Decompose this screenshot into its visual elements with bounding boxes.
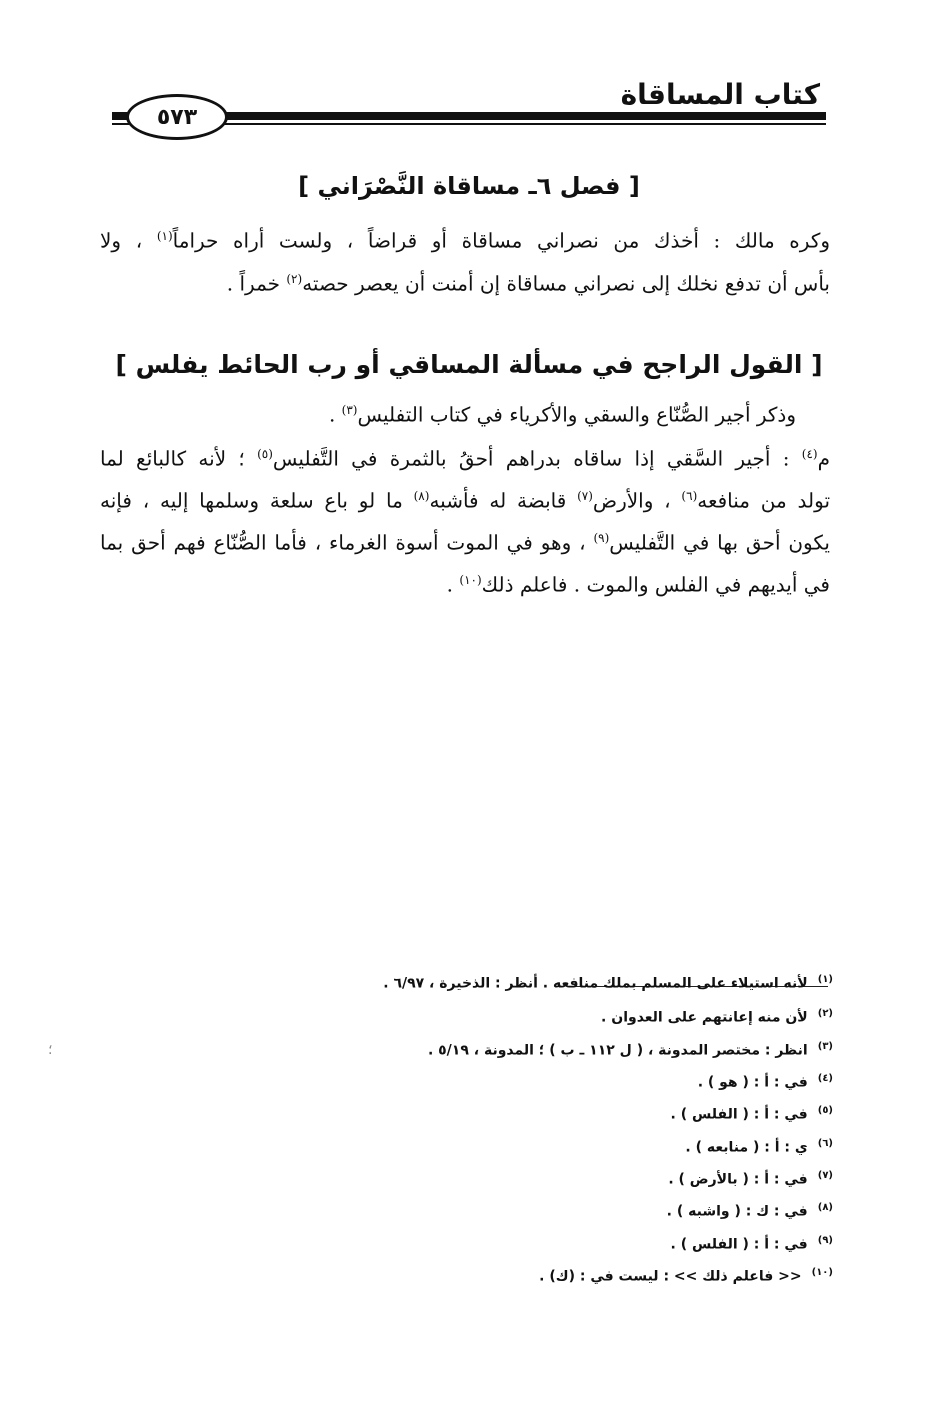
body-text: ، والأرض <box>592 488 671 513</box>
body-text: قابضة له فأشبه <box>429 488 567 513</box>
running-title: كتاب المساقاة <box>620 78 820 111</box>
footnote-text: ي : أ : ( منابعه ) . <box>685 1139 808 1156</box>
body-line <box>447 566 830 599</box>
body-text: يكون أحق بها في التَّفليس <box>609 530 830 555</box>
margin-mark: ؛ <box>48 1042 53 1058</box>
body-text: ، وهو في الموت أسوة الغرماء ، فأما الصُّنّاع فهم أحق بما <box>100 530 586 555</box>
footnote-number: (٤) <box>817 1073 833 1084</box>
footnote <box>668 1166 833 1190</box>
footnote-text: في : أ : ( بالأرض ) . <box>668 1171 808 1188</box>
footnote-number: (٨) <box>817 1202 833 1213</box>
section-heading-1: [ فصل ٦ـ مساقاة النَّصْرَاني ] <box>298 172 640 200</box>
footnote-ref[interactable]: (٢) <box>286 272 303 286</box>
body-line <box>100 440 830 473</box>
footnote-number: (١) <box>817 974 833 985</box>
body-line <box>100 482 830 515</box>
footnote-number: (٧) <box>817 1170 833 1181</box>
body-text: خمراً . <box>226 271 280 296</box>
footnote-ref[interactable]: (١) <box>156 229 173 243</box>
body-text: . <box>328 402 336 427</box>
body-line <box>227 265 830 298</box>
footnote-ref[interactable]: (٩) <box>593 531 610 545</box>
footnote <box>383 970 833 994</box>
body-text: ما لو باع سلعة وسلمها إليه ، فإنه <box>100 488 403 513</box>
footnote-ref[interactable]: (٤) <box>801 447 818 461</box>
footnote-text: << فاعلم ذلك >> : ليست في : (ك) . <box>539 1268 802 1285</box>
footnote <box>539 1263 833 1287</box>
footnote <box>667 1198 833 1222</box>
footnote-number: (٩) <box>817 1235 833 1246</box>
section-heading-2: [ القول الراجح في مسألة المساقي أو رب الحائط يفلس ] <box>115 350 823 379</box>
footnote <box>428 1037 833 1061</box>
footnote-text: في : أ : ( الفلس ) . <box>670 1236 808 1253</box>
footnote-ref[interactable]: (٥) <box>257 447 273 461</box>
footnote-text: لأن منه إعانتهم على العدوان . <box>601 1009 808 1026</box>
footnote-number: (٦) <box>817 1138 833 1149</box>
body-text: ، ولا <box>100 228 143 253</box>
footnote-ref[interactable]: (٧) <box>577 489 593 503</box>
footnote-number: (١٠) <box>811 1267 833 1278</box>
footnote-text: لأنه استيلاء على المسلم بملك منافعه . أنظر : الذخيرة ، ٦/٩٧ . <box>383 975 808 992</box>
body-line <box>100 222 830 255</box>
footnote-ref[interactable]: (١٠) <box>459 573 482 587</box>
body-text: ؛ لأنه كالبائع لما <box>100 446 245 471</box>
footnote-text: في : ك : ( واشبه ) . <box>666 1203 808 1220</box>
footnote <box>601 1004 833 1028</box>
footnote-text: في : أ : ( الفلس ) . <box>670 1106 808 1123</box>
body-text: م <box>817 446 830 471</box>
footnote-number: (٢) <box>817 1008 833 1019</box>
footnote <box>671 1231 833 1255</box>
body-text: وذكر أجير الصُّنّاع والسقي والأكرياء في كتاب التفليس <box>357 402 796 427</box>
footnote-number: (٣) <box>817 1041 833 1052</box>
footnote-text: في : أ : ( هو ) . <box>697 1074 808 1091</box>
footnote-text: انظر : مختصر المدونة ، ( ل ١١٢ ـ ب ) ؛ المدونة ، ٥/١٩ . <box>427 1042 808 1059</box>
page-number: ٥٧٣ <box>156 104 198 130</box>
footnote-number: (٥) <box>817 1105 833 1116</box>
body-text: وكره مالك : أخذك من نصراني مساقاة أو قراضاً ، ولست أراه حراماً <box>172 228 830 253</box>
footnote <box>671 1101 833 1125</box>
page-number-badge <box>126 94 228 140</box>
body-line <box>329 396 796 429</box>
footnote <box>698 1069 833 1093</box>
footnote <box>685 1134 833 1158</box>
footnote-ref[interactable]: (٨) <box>413 489 430 503</box>
body-text: تولد من منافعه <box>697 488 831 513</box>
body-text: . <box>446 572 454 597</box>
body-text: بأس أن تدفع نخلك إلى نصراني مساقاة إن أمنت أن يعصر حصته <box>302 271 830 296</box>
footnote-ref[interactable]: (٣) <box>341 403 358 417</box>
body-line <box>100 524 830 557</box>
body-text: : أجير السَّقي إذا ساقاه بدراهم أحقُ بالثمرة في التَّفليس <box>272 446 790 471</box>
footnote-ref[interactable]: (٦) <box>681 489 698 503</box>
body-text: في أيديهم في الفلس والموت . فاعلم ذلك <box>481 572 830 597</box>
